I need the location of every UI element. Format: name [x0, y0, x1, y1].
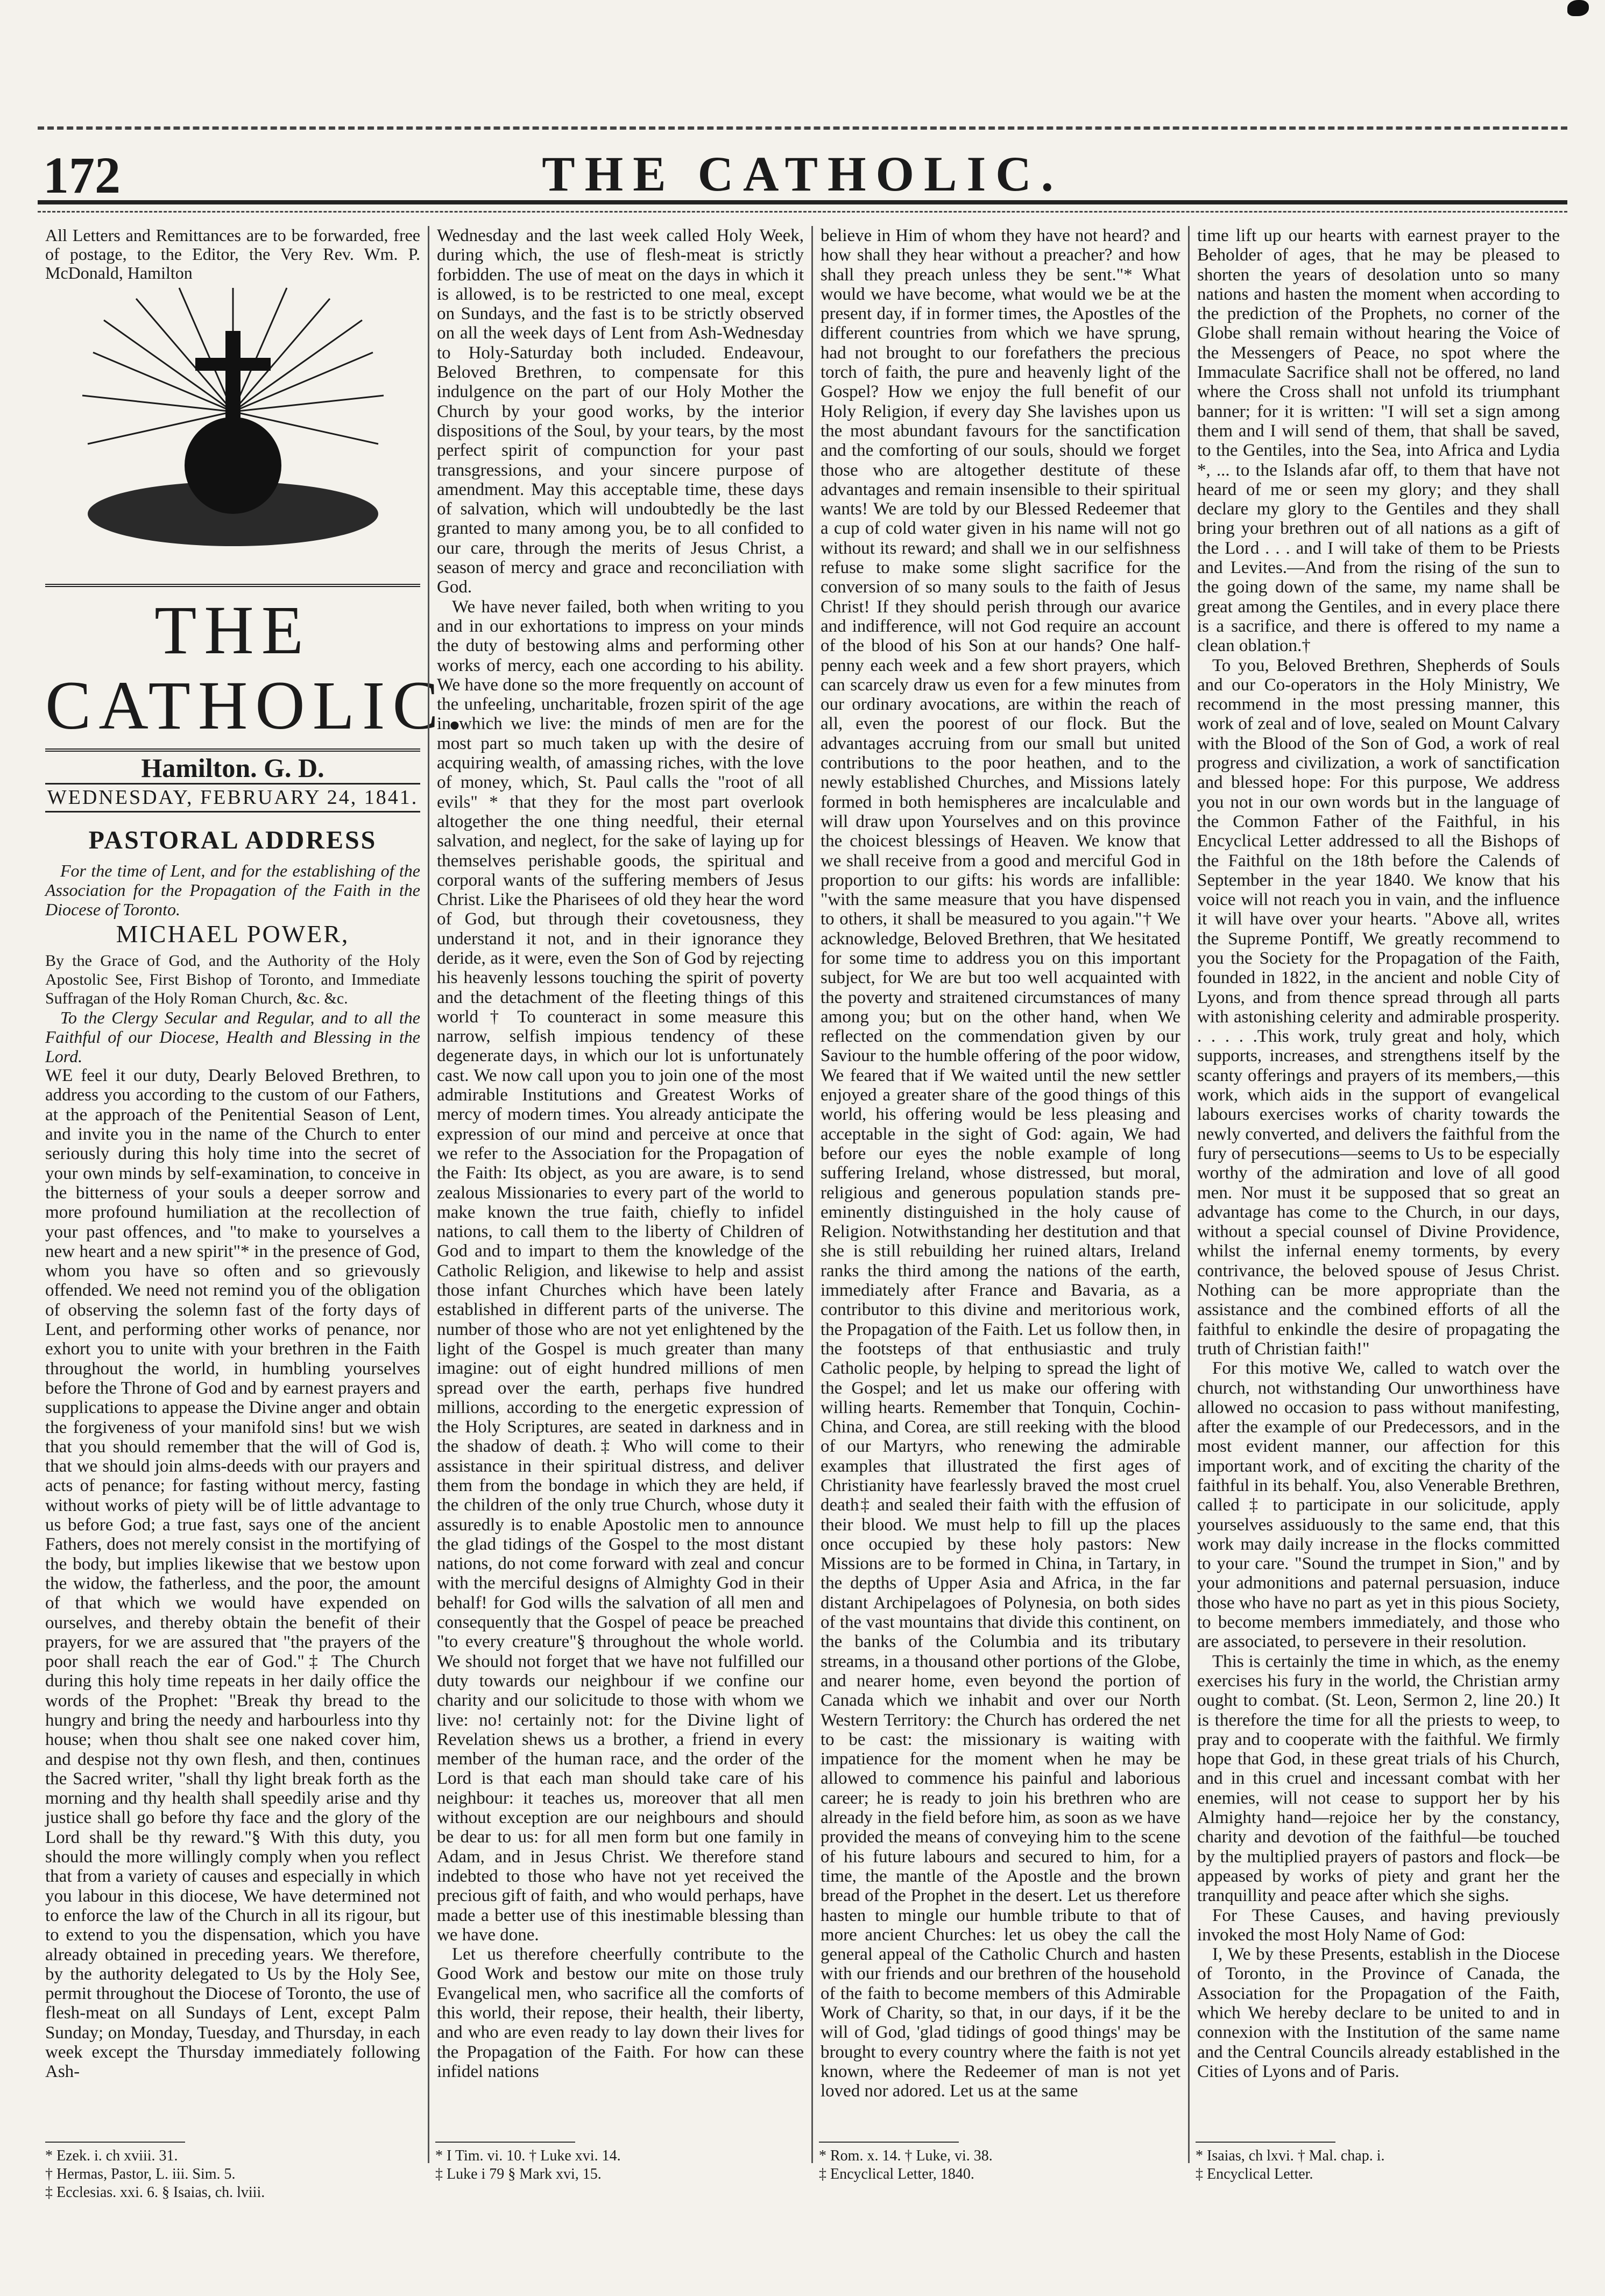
masthead-place: Hamilton. G. D. [141, 753, 324, 783]
page-number: 172 [43, 146, 121, 204]
footnotes-column-3 [811, 2142, 1188, 2222]
article-paragraph: For this motive We, called to watch over the church, not withstanding Our unworthiness have allowed no occasion to pass without manifesting, after the example of our Predecessors, and in the most evident manner, our affection for this important work, and of exciting the charity of the faithful in its behalf. You, also Venerable Brethren, called ‡ to participate in our solicitude, apply yourselves assiduously to the same end, that this work may daily increase in the flocks committed to your care. "Sound the trumpet in Sion," and by your admonitions and paternal persuasion, induce those who have no part as yet in this pious Society, to become members immediately, and those who are associated, to persevere in their resolution. [1197, 1359, 1560, 1652]
article-paragraph: To you, Beloved Brethren, Shepherds of Souls and our Co-operators in the Holy Ministry, We recommend in the most pressing manner, this work of zeal and of love, sealed on Mount Calvary with the Blood of the Son of God, a work of real progress and civilization, a work of sanctification and blessed hope: For this purpose, We address you not in our own words but in the language of the Common Father of the Faithful, in his Encyclical Letter addressed to all the Bishops of the Faithful on the 18th before the Calends of September in the year 1840. We know that his voice will not reach you in vain, and the influence it will have over your hearts. "Above all, writes the Supreme Pontiff, We greatly recommend to you the Society for the Propagation of the Faith, founded in 1822, in the ancient and noble City of Lyons, and from thence spread through all parts with astonishing celerity and admirable prosperity. . . . . .This work, truly great and holy, which supports, increases, and strengthens itself by the scanty offerings and prayers of its members,—this work, which aids in the support of evangelical labours exercises works of charity towards the newly converted, and delivers the faithful from the fury of persecutions—seems to Us to be especially worthy of the admiration and love of all good men. Nor must it be supposed that so great an advantage has come to the Church, in our days, without a special counsel of Divine Providence, whilst the infernal enemy torments, by every contrivance, the beloved spouse of Jesus Christ. Nothing can be more appropriate than the assistance and the combined efforts of all the faithful to enkindle the desire of propagating the truth of Christian faith!" [1197, 655, 1560, 1359]
footnotes-column-4 [1188, 2142, 1567, 2222]
author-titles: By the Grace of God, and the Authority of the Holy Apostolic See, First Bishop of Toronto, and Immediate Suffragan of the Holy Roman Church, &c. &c. [45, 952, 420, 1008]
footnotes-column-2 [428, 2142, 811, 2222]
column-1 [38, 225, 471, 2163]
article-paragraph: time lift up our hearts with earnest prayer to the Beholder of ages, that he may be pleased to shorten the years of desolation unto so many nations and hasten the moment when according to the prediction of the Prophets, no corner of the Globe shall remain without hearing the Voice of the Messengers of Peace, no spot where the Immaculate Sacrifice shall not be offered, no land where the Cross shall not unfold its triumphant banner; for it is written: "I will set a sign among them and I will send of them, that shall be saved, to the Gentiles, into the Sea, into Africa and Lydia *, ... to the Islands afar off, to them that have not heard of me or seen my glory; and they shall declare my glory to the Gentiles and they shall bring your brethren out of all nations as a gift of the Lord . . . and I will take of them to be Priests and Levites.—And from the rising of the sun to the going down of the same, my name shall be great among the Gentiles, and in every place there is a sacrifice, and there is offered to my name a clean oblation.† [1197, 226, 1560, 656]
article-paragraph: For These Causes, and having previously invoked the most Holy Name of God: [1197, 1905, 1560, 1945]
article-author: MICHAEL POWER, [116, 920, 350, 948]
column-2 [428, 226, 811, 2163]
cross-globe-vignette [72, 288, 394, 568]
footnote: ‡ Ecclesias. xxi. 6. § Isaias, ch. lviii. [45, 2184, 265, 2201]
subscription-notice: All Letters and Remittances are to be forwarded, free of postage, to the Editor, the Very Rev. Wm. P. McDonald, Hamilton [45, 225, 420, 282]
article-paragraph: Wednesday and the last week called Holy Week, during which, the use of flesh-meat is strictly forbidden. The use of meat on the days in which it is allowed, is to be restricted to one meal, except on Sundays, and the fast is to be strictly observed on all the week days of Lent from Ash-Wednesday to Holy-Saturday both included. Endeavour, Beloved Brethren, to compensate for this indulgence on the part of our Holy Mother the Church by your good works, by the interior dispositions of the Soul, by your tears, by the most perfect spirit of compunction for your past transgressions, and your sincere purpose of amendment. May this acceptable time, these days of salvation, which will undoubtedly be the last granted to many among you, be to all confided to our care, through the merits of Jesus Christ, a season of mercy and grace and reconciliation with God. [437, 226, 804, 597]
footnote: * Rom. x. 14. † Luke, vi. 38. [819, 2147, 993, 2164]
footnote: * Isaias, ch lxvi. † Mal. chap. i. [1196, 2147, 1385, 2164]
ink-blot-mark [1567, 0, 1589, 16]
header-dashed-rule [38, 211, 1567, 213]
footnote: * Ezek. i. ch xviii. 31. [45, 2147, 178, 2164]
running-title: THE CATHOLIC. [542, 146, 1063, 201]
footnote: ‡ Encyclical Letter. [1196, 2166, 1313, 2182]
footnote: † Hermas, Pastor, L. iii. Sim. 5. [45, 2166, 236, 2182]
footnote: ‡ Encyclical Letter, 1840. [819, 2166, 974, 2182]
article-subheading: For the time of Lent, and for the establishing of the Association for the Propagation of the Faith in the Diocese of Toronto. [45, 860, 420, 919]
article-paragraph: believe in Him of whom they have not heard? and how shall they hear without a preacher? and how shall they preach unless they be sent."* What would we have become, what would we be at the present day, if in former times, the Apostles of the different countries from which we have sprung, had not brought to our forefathers the precious torch of faith, the pure and heavenly light of the Gospel? How we enjoy the full benefit of our Holy Religion, if every day She lavishes upon us the most abundant favours for the sanctification and the comforting of our souls, should we forget those who are altogether destitute of these advantages and remain insensible to their spiritual wants! We are told by our Blessed Redeemer that a cup of cold water given in his name will not go without its reward; and shall we in our selfishness refuse to make some slight sacrifice for the conversion of so many souls to the faith of Jesus Christ! If they should perish through our avarice and indifference, will not God require an account of the blood of his Son at our hands? One half-penny each week and a few short prayers, which can scarcely draw us even for a few minutes from our ordinary avocations, are within the reach of all, even the poorest of our flock. But the advantages accruing from our small but united contributions to the poor heathen, and to the newly established Churches, and Missions lately formed in both hemispheres are incalculable and will draw upon Yourselves and on this province the choicest blessings of Heaven. We know that we shall receive from a good and merciful God in proportion to our gifts: his words are infallible: "with the same measure that you have dispensed to others, it shall be measured to you again."† We acknowledge, Beloved Brethren, that We hesitated for some time to address you on this important subject, for We are but too well acquainted with the poverty and straitened circumstances of many among you; but on the other hand, when We reflected on the commendation given by our Saviour to the humble offering of the poor widow, We feared that if We waited until the new settler enjoyed a greater share of the good things of this world, his offering would be less pleasing and acceptable in the sight of God: again, We had before our eyes the noble example of long suffering Ireland, whose distressed, but moral, religious and generous population stands pre-eminently distinguished in the holy cause of Religion. Notwithstanding her destitution and that she is still rebuilding her ruined altars, Ireland ranks the third among the nations of the earth, immediately after France and Bavaria, as a contributor to this divine and meritorious work, the Propagation of the Faith. Let us follow then, in the footsteps of that enthusiastic and truly Catholic people, by helping to spread the light of the Gospel; and let us make our offering with willing hearts. Remember that Tonquin, Cochin-China, and Corea, are still reeking with the blood of our Martyrs, who renewing the admirable examples that illustrated the first ages of Christianity have fearlessly braved the most cruel death‡ and sealed their faith with the effusion of their blood. We must help to fill up the places once occupied by these holy pastors: New Missions are to be formed in China, in Tartary, in the depths of Upper Asia and Africa, in the far distant Archipelagoes of Polynesia, on both sides of the vast mountains that divide this continent, on the banks of the Columbia and its tributary streams, in a thousand other portions of the Globe, and nearer home, even beyond the portion of Canada which we inhabit and over our North Western Territory: the Church has ordered the net to be cast: the missionary is waiting with impatience for the moment when he may be allowed to commence his painful and laborious career; he is ready to join his brethren who are already in the field before him, as soon as we have provided the means of conveying him to the scene of his future labours and secured to him, for a time, the mantle of the Apostle and the brown bread of the Prophet in the desert. Let us therefore hasten to mingle our humble tribute to that of more ancient Churches: let us obey the call the general appeal of the Catholic Church and hasten with our friends and our brethren of the household of the faith to become members of this Admirable Work of Charity, so that, in our days, if it be the will of God, 'glad tidings of good things' may be brought to every country where the faith is not yet known, where the Redeemer of man is not yet loved nor adored. Let us at the same [821, 226, 1180, 2101]
article-heading: PASTORAL ADDRESS [88, 825, 377, 854]
article-paragraph: Let us therefore cheerfully contribute to the Good Work and bestow our mite on those truly Evangelical men, who sacrifice all the comforts of this world, their repose, their health, their liberty, and who are even ready to lay down their lives for the Propagation of the Faith. For how can these infidel nations [437, 1945, 804, 2081]
column-3 [811, 226, 1188, 2163]
article-paragraph: This is certainly the time in which, as the enemy exercises his fury in the world, the Christian army ought to combat. (St. Leon, Sermon 2, line 20.) It is therefore the time for all the priests to weep, to pray and to cooperate with the faithful. We firmly hope that God, in these great trials of his Church, and in this cruel and incessant combat with her enemies, will not cease to support her by his Almighty hand—rejoice her by the constancy, charity and devotion of the faithful—be touched by the multiplied prayers of pastors and flock—be appeased by works of piety and grant her the tranquillity and peace after which she sighs. [1197, 1651, 1560, 1906]
footnotes-column-1 [38, 2142, 428, 2222]
footnote: ‡ Luke i 79 § Mark xvi, 15. [435, 2166, 602, 2182]
article-paragraph: WE feel it our duty, Dearly Beloved Brethren, to address you according to the custom of our Fathers, at the approach of the Penitential Season of Lent, and invite you in the name of the Church to enter seriously during this holy time into the secret of your own minds by self-examination, to conceive in the bitterness of your souls a deeper sorrow and more profound humiliation at the recollection of your past offences, and "to make to yourselves a new heart and a new spirit"* in the presence of God, whom you have so often and so grievously offended. We need not remind you of the obligation of observing the solemn fast of the forty days of Lent, and performing other works of penance, nor exhort you to unite with your brethren in the Faith throughout the world, in humbling yourselves before the Throne of God and by earnest prayers and supplications to appease the Divine anger and obtain the forgiveness of your manifold sins! but we wish that you should remember that the will of God is, that we should join alms-deeds with our prayers and acts of penance; for fasting without mercy, fasting without works of piety will be of little advantage to us before God; a true fast, says one of the ancient Fathers, does not merely consist in the mortifying of the body, but implies likewise that we bestow upon the widow, the fatherless, and the poor, the amount of that which we would have expended on ourselves, and thereby obtain the benefit of their prayers, for we are assured that "the prayers of the poor shall reach the ear of God."‡ The Church during this holy time repeats in her daily office the words of the Prophet: "Break thy bread to the hungry and bring the needy and harbourless into thy house; when thou shalt see one naked cover him, and despise not thy own flesh, and then, continues the Sacred writer, "shall thy light break forth as the morning and thy health shall speedily arise and thy justice shall go before thy face and the glory of the Lord shall be thy reward."§ With this duty, you should the more willingly comply when you reflect that from a variety of causes and especially in which you labour in this diocese, We have determined not to enforce the law of the Church in all its rigour, but to extend to you the dispensation, which you have already obtained in preceding years. We therefore, by the authority delegated to Us by the Holy See, permit throughout the Diocese of Toronto, the use of flesh-meat on all Sundays of Lent, except Palm Sunday; on Monday, Tuesday, and Thursday, in each week except the Thursday immediately following Ash- [45, 1066, 420, 2082]
page-header [38, 135, 1567, 204]
footnote: * I Tim. vi. 10. † Luke xvi. 14. [435, 2147, 621, 2164]
header-solid-rule [38, 200, 1567, 204]
masthead-date: WEDNESDAY, FEBRUARY 24, 1841. [45, 783, 420, 812]
article-addressee: To the Clergy Secular and Regular, and to all the Faithful of our Diocese, Health and Blessing in the Lord. [45, 1008, 420, 1066]
columns-container [38, 226, 1567, 2163]
footnotes [38, 2142, 1567, 2222]
top-dashed-rule [38, 126, 1567, 130]
column-4 [1188, 226, 1567, 2163]
article-paragraph: I, We by these Presents, establish in the Diocese of Toronto, in the Province of Canada, the Association for the Propagation of the Faith, which We hereby declare to be united to and in connexion with the Institution of the same name and the Central Councils already established in the Cities of Lyons and of Paris. [1197, 1945, 1560, 2081]
masthead-title: THE CATHOLIC. [45, 584, 420, 752]
article-paragraph: We have never failed, both when writing to you and in our exhortations to impress on your minds the duty of bestowing alms and performing other works of mercy, each one according to his ability. We have done so the more frequently on account of the unfeeling, uncharitable, frozen spirit of the age in which we live: the minds of men are for the most part so much taken up with the desire of acquiring wealth, of amassing riches, with the love of money, which, St. Paul calls the "root of all evils" * that they for the most part overlook altogether the one thing needful, their eternal salvation, and neglect, for the sake of laying up for themselves perishable goods, the spiritual and corporal wants of the suffering members of Jesus Christ. Like the Pharisees of old they hear the word of God, but through their covetousness, they understand it not, and in their ignorance they deride, as it were, even the Son of God by rejecting his heavenly lessons touching the spirit of poverty and the detachment of the fleeting things of this world † To counteract in some measure this narrow, selfish impious tendency of these degenerate days, in which our lot is unfortunately cast. We now call upon you to join one of the most admirable Institutions and Greatest Works of mercy of modern times. You already anticipate the expression of our mind and perceive at once that we refer to the Association for the Propagation of the Faith: Its object, as you are aware, is to send zealous Missionaries to every part of the world to make known the true faith, chiefly to infidel nations, to call them to the liberty of Children of God and to impart to them the knowledge of the Catholic Religion, and likewise to help and assist those infant Churches which have been lately established in different parts of the universe. The number of those who are not yet enlightened by the light of the Gospel is much greater than many imagine: out of eight hundred millions of men spread over the earth, perhaps five hundred millions, according to the energetic expression of the Holy Scriptures, are seated in darkness and in the shadow of death.‡ Who will come to their assistance in their spiritual distress, and deliver them from the bondage in which they are held, if the children of the only true Church, whose duty it assuredly is to enable Apostolic men to announce the glad tidings of the Gospel to the most distant nations, do not come forward with zeal and concur with the merciful designs of Almighty God in their behalf! for God wills the salvation of all men and consequently that the Gospel of peace be preached "to every creature"§ throughout the whole world. We should not forget that we have not fulfilled our duty towards our neighbour if we confine our charity and our solicitude to those with whom we live: no! certainly not: for the Divine light of Revelation shews us a brother, a friend in every member of the human race, and the order of the Lord is that each man should take care of his neighbour: it teaches us, moreover that all men without exception are our neighbours and should be dear to us: for all men form but one family in Adam, and in Jesus Christ. We therefore stand indebted to those who have not yet received the precious gift of faith, and who would perhaps, have made a better use of this inestimable blessing than we have done. [437, 597, 804, 1945]
